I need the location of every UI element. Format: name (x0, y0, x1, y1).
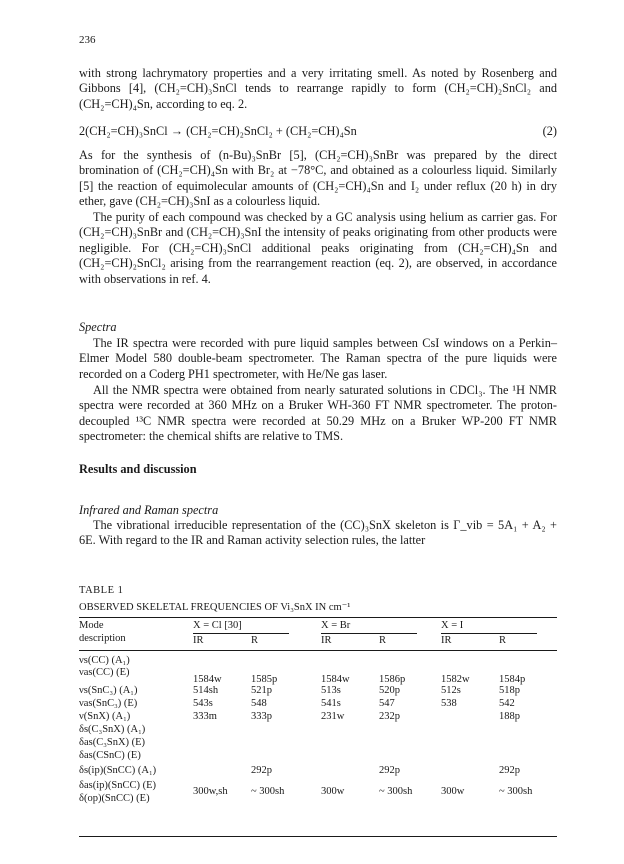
table-row (79, 711, 557, 724)
table-cell: 300w (321, 786, 345, 797)
equation-row (79, 124, 557, 140)
table-cell: 1584p (499, 674, 526, 685)
table-cell: 543s (193, 698, 213, 709)
table-row (79, 737, 557, 750)
paragraph-1: with strong lachrymatory properties and a very irritating smell. As noted by Rosenberg and Gibbons [4], (CH₂=CH)₃SnCl tends to rearrange rapidly to form (CH₂=CH)₂SnCl₂ and (CH₂=CH)₄Sn, according to eq. 2. (79, 66, 557, 111)
table-header (79, 620, 557, 654)
table-cell: 547 (379, 698, 395, 709)
table-bottom-rule (79, 836, 557, 837)
table-cell: 231w (321, 711, 345, 722)
mode-label: δas(CSnC) (E) (79, 750, 141, 761)
sub-r-cl: R (251, 635, 259, 646)
table-cell: 232p (379, 711, 400, 722)
equation: 2(CH₂=CH)₃SnCl → (CH₂=CH)₂SnCl₂ + (CH₂=CH)₄Sn (79, 124, 357, 138)
table-row (79, 685, 557, 698)
table-cell: 542 (499, 698, 515, 709)
mode-label: νas(SnC₃) (E) (79, 698, 138, 709)
table-cell: 541s (321, 698, 341, 709)
col-description: description (79, 633, 126, 644)
group-rule-br (321, 633, 417, 634)
ir-raman-heading: Infrared and Raman spectra (79, 503, 219, 517)
table-cell: 333p (251, 711, 272, 722)
table-cell: 300w (441, 786, 465, 797)
sub-r-i: R (499, 635, 507, 646)
table-cell: 520p (379, 685, 400, 696)
sub-ir-cl: IR (193, 635, 204, 646)
results-heading: Results and discussion (79, 462, 197, 476)
table-cell: 548 (251, 698, 267, 709)
mode-label: δ(op)(SnCC) (E) (79, 793, 150, 804)
table-cell: 1582w (441, 674, 470, 685)
mode-label: δs(ip)(SnCC) (A₁) (79, 765, 157, 776)
table-label: TABLE 1 (79, 585, 124, 596)
table-row (79, 667, 557, 685)
table-row (79, 786, 557, 806)
table-cell: 1585p (251, 674, 278, 685)
equation-number: (2) (542, 124, 557, 138)
mode-label: νas(CC) (E) (79, 667, 130, 678)
mode-label: ν(SnX) (A₁) (79, 711, 131, 722)
table-caption: OBSERVED SKELETAL FREQUENCIES OF Vi₃SnX IN cm⁻¹ (79, 602, 351, 613)
paragraph-6: The vibrational irreducible representation of the (CC)₃SnX skeleton is Γ_vib = 5A₁ + A₂ + 6E. With regard to the IR and Raman activity selection rules, the latter (79, 518, 557, 548)
group-cl: X = Cl [30] (193, 620, 242, 631)
table-cell: 513s (321, 685, 341, 696)
table-top-rule (79, 617, 557, 618)
table-header-rule (79, 650, 557, 651)
mode-label: δas(ip)(SnCC) (E) (79, 780, 156, 791)
sub-r-br: R (379, 635, 387, 646)
col-mode: Mode (79, 620, 104, 631)
table-row (79, 698, 557, 711)
sub-ir-i: IR (441, 635, 452, 646)
group-br: X = Br (321, 620, 351, 631)
table-cell: ~ 300sh (251, 786, 285, 797)
mode-label: νs(CC) (A₁) (79, 655, 130, 666)
page-number: 236 (79, 34, 96, 46)
table-cell: 292p (379, 765, 400, 776)
table-cell: 512s (441, 685, 461, 696)
table-cell: 518p (499, 685, 520, 696)
group-rule-i (441, 633, 537, 634)
paragraph-5: All the NMR spectra were obtained from nearly saturated solutions in CDCl₃. The ¹H NMR spectra were recorded at 360 MHz on a Bruker WH-360 FT NMR spectrometer. The proton-decoupled ¹³C NMR spectra were recorded at 50.29 MHz on a Bruker WP-200 FT NMR spectrometer: the chemical shifts are relative to TMS. (79, 383, 557, 444)
table-cell: 521p (251, 685, 272, 696)
table-cell: ~ 300sh (499, 786, 533, 797)
table-cell: ~ 300sh (379, 786, 413, 797)
table-cell: 1584w (321, 674, 350, 685)
table-cell: 188p (499, 711, 520, 722)
table-row (79, 750, 557, 763)
group-i: X = I (441, 620, 464, 631)
mode-label: δs(C₃SnX) (A₁) (79, 724, 146, 735)
table-cell: 538 (441, 698, 457, 709)
table-cell: 292p (251, 765, 272, 776)
table-cell: 1586p (379, 674, 406, 685)
table-cell: 514sh (193, 685, 219, 696)
group-rule-cl (193, 633, 289, 634)
table-cell: 300w,sh (193, 786, 228, 797)
table-cell: 1584w (193, 674, 222, 685)
table-cell: 333m (193, 711, 217, 722)
table-row (79, 765, 557, 778)
paragraph-2: As for the synthesis of (n-Bu)₃SnBr [5], (CH₂=CH)₃SnBr was prepared by the direct bromination of (CH₂=CH)₄Sn with Br₂ at −78°C, and obtained as a colourless liquid. Similarly [5] the reaction of equimolecular amounts of (CH₂=CH)₄Sn and I₂ under reflux (20 h) in dry ether, gave (CH₂=CH)₃SnI as a colourless liquid. (79, 148, 557, 209)
mode-label: δas(C₃SnX) (E) (79, 737, 146, 748)
paragraph-4: The IR spectra were recorded with pure liquid samples between CsI windows on a Perkin–Elmer Model 580 double-beam spectrometer. The Raman spectra of the pure liquids were recorded on a Coderg PH1 spectrometer, with He/Ne gas laser. (79, 336, 557, 381)
mode-label: νs(SnC₃) (A₁) (79, 685, 138, 696)
table-row (79, 724, 557, 737)
table-cell: 292p (499, 765, 520, 776)
sub-ir-br: IR (321, 635, 332, 646)
table-row (79, 780, 557, 793)
spectra-heading: Spectra (79, 320, 117, 334)
paragraph-3: The purity of each compound was checked by a GC analysis using helium as carrier gas. For (CH₂=CH)₃SnBr and (CH₂=CH)₃SnI the intensity of peaks originating from other products were negligible. For (CH₂=CH)₃SnCl additional peaks originating from (CH₂=CH)₄Sn and (CH₂=CH)₂SnCl₂ arising from the rearrangement reaction (eq. 2), are observed, in accordance with observations in ref. 4. (79, 210, 557, 286)
